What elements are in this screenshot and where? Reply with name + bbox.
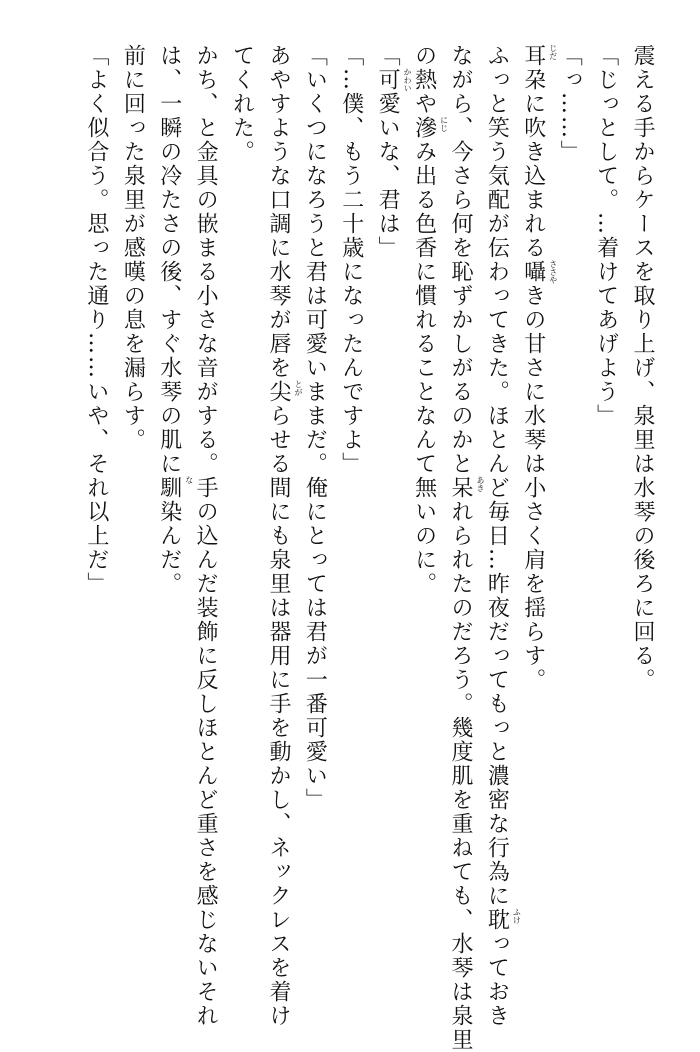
text-line	[114, 44, 150, 974]
text-run: 「よく似合う。思った通り……いや、それ以上だ」	[83, 44, 109, 596]
ruby-word	[265, 380, 303, 404]
text-run: は、一瞬の冷たさの後、すぐ水琴の肌に	[156, 44, 182, 476]
text-run: れられたのだろう。幾度肌を重ねても、水琴は泉里	[447, 500, 473, 1052]
text-run: 「…僕、もう二十歳になったんですよ」	[338, 44, 364, 476]
text-run: てくれた。	[229, 44, 255, 164]
ruby-word	[411, 116, 449, 140]
text-run: きの甘さに水琴は小さく肩を揺らす。	[520, 284, 546, 692]
text-run: み出る色香に慣れることなんて無いのに。	[411, 140, 437, 596]
ruby-reading: あき	[475, 476, 485, 492]
ruby-base: 呆	[447, 476, 473, 500]
ruby-base: 囁	[520, 260, 546, 284]
vertical-text-body	[78, 44, 661, 1052]
ruby-base: 耳朶	[520, 44, 546, 92]
text-run: っておき	[484, 932, 510, 1028]
ruby-reading: ささや	[548, 260, 558, 284]
ruby-reading: かわい	[403, 68, 413, 92]
text-run: 前に回った泉里が感嘆の息を漏らす。	[120, 44, 146, 452]
text-run: の熱や	[411, 44, 437, 116]
text-run: 「	[375, 44, 401, 68]
text-run: いな、君は」	[375, 116, 401, 260]
text-line	[624, 44, 660, 974]
ruby-base: 滲	[411, 116, 437, 140]
text-line	[332, 44, 368, 974]
text-line	[439, 44, 485, 1052]
ruby-reading: じだ	[548, 44, 558, 60]
text-run: かち、と金具の嵌まる小さな音がする。手の込んだ装飾に反しほとんど重さを感じないそれ	[193, 44, 219, 1028]
ruby-word	[447, 476, 485, 500]
ruby-base: 耽	[484, 908, 510, 932]
text-run: ふっと笑う気配が伝わってきた。ほとんど毎日…昨夜だってもっと濃密な行為に	[484, 44, 510, 908]
text-run: 震える手からケースを取り上げ、泉里は水琴の後ろに回る。	[630, 44, 655, 692]
text-line	[150, 44, 194, 974]
ruby-word	[484, 908, 522, 932]
text-line	[514, 44, 558, 974]
ruby-reading: にじ	[439, 116, 449, 132]
text-run: に吹き込まれる	[520, 92, 546, 260]
text-line	[184, 44, 223, 1028]
ruby-word	[375, 68, 413, 116]
ruby-base: 馴	[156, 476, 182, 500]
ruby-base: 尖	[265, 380, 291, 404]
text-run: 「じっとして。…着けてあげよう」	[593, 44, 619, 428]
ruby-word	[156, 476, 194, 500]
text-line	[548, 44, 587, 974]
text-run: 「っ……」	[557, 44, 583, 164]
ruby-reading: な	[184, 476, 194, 484]
text-line	[293, 44, 332, 974]
text-line	[587, 44, 623, 974]
text-line	[405, 44, 449, 974]
ruby-word	[520, 44, 558, 92]
ruby-reading: ふけ	[512, 908, 522, 924]
ruby-reading: とが	[293, 380, 303, 396]
ruby-base: 可愛	[375, 68, 401, 116]
text-run: あやすような口調に水琴が唇を	[265, 44, 291, 380]
ruby-word	[520, 260, 558, 284]
text-line	[223, 44, 259, 974]
text-run: らせる間にも泉里は器用に手を動かし、ネックレスを着け	[265, 404, 291, 1028]
text-run: ながら、今さら何を恥ずかしがるのかと	[447, 44, 473, 476]
text-line	[369, 44, 413, 974]
text-line	[260, 44, 303, 1028]
text-line	[475, 44, 522, 1028]
text-line	[78, 44, 114, 974]
text-run: 「いくつになろうと君は可愛いままだ。俺にとっては君が一番可愛い」	[302, 44, 328, 812]
text-run: 染んだ。	[156, 500, 182, 596]
